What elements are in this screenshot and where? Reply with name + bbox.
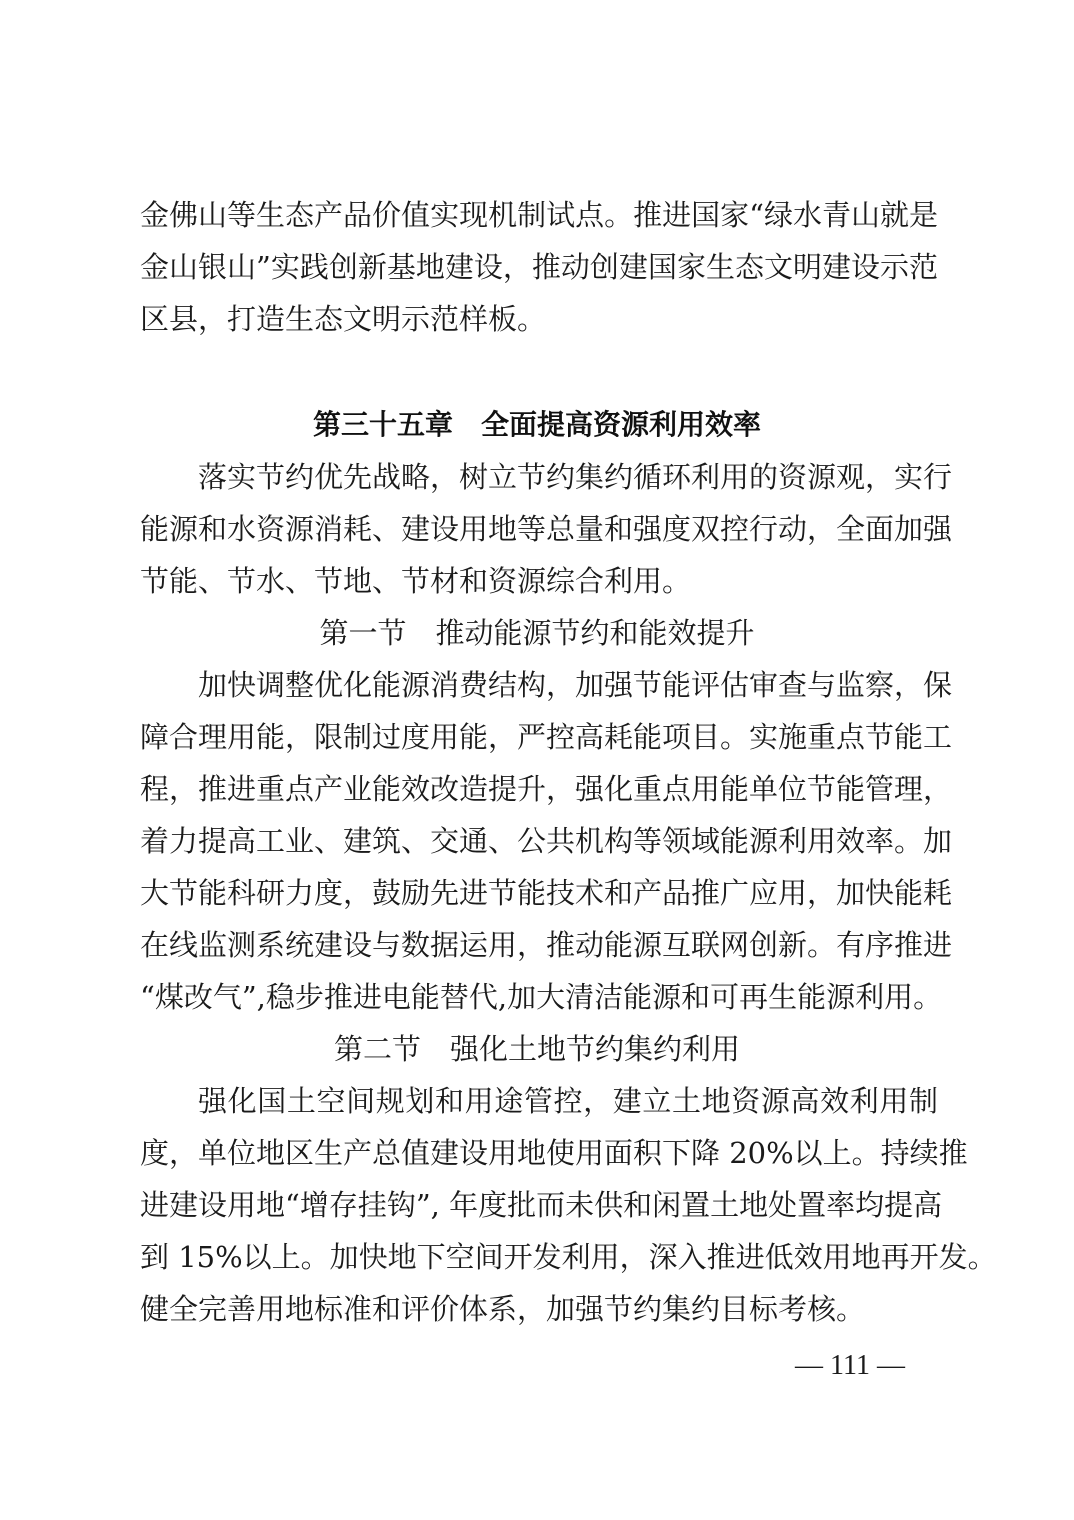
section-1-line-7: “煤改气”,稳步推进电能替代,加大清洁能源和可再生能源利用。 — [140, 980, 943, 1014]
section-1-line-3: 程，推进重点产业能效改造提升，强化重点用能单位节能管理， — [140, 772, 953, 806]
intro-line-3: 区县，打造生态文明示范样板。 — [140, 302, 547, 336]
section-2-line-5: 健全完善用地标准和评价体系，加强节约集约目标考核。 — [140, 1292, 866, 1326]
intro-line-2: 金山银山”实践创新基地建设，推动创建国家生态文明建设示范 — [140, 250, 938, 284]
chapter-para-line-1: 落实节约优先战略，树立节约集约循环利用的资源观，实行 — [198, 460, 953, 494]
section-1-line-4: 着力提高工业、建筑、交通、公共机构等领域能源利用效率。加 — [140, 824, 953, 858]
section-2-line-2: 度，单位地区生产总值建设用地使用面积下降 20%以上。持续推 — [140, 1136, 968, 1170]
chapter-para-line-2: 能源和水资源消耗、建设用地等总量和强度双控行动，全面加强 — [140, 512, 953, 546]
section-1-line-1: 加快调整优化能源消费结构，加强节能评估审查与监察，保 — [198, 668, 953, 702]
section-2-title: 第二节 强化土地节约集约利用 — [333, 1032, 740, 1066]
section-2-line-3: 进建设用地“增存挂钩”, 年度批而未供和闲置土地处置率均提高 — [140, 1188, 943, 1222]
section-1-title: 第一节 推动能源节约和能效提升 — [319, 616, 755, 650]
section-1-line-5: 大节能科研力度，鼓励先进节能技术和产品推广应用，加快能耗 — [140, 876, 953, 910]
page-number: — 111 — — [795, 1350, 905, 1381]
chapter-title: 第三十五章 全面提高资源利用效率 — [312, 408, 761, 441]
chapter-para-line-3: 节能、节水、节地、节材和资源综合利用。 — [140, 564, 692, 598]
intro-line-1: 金佛山等生态产品价值实现机制试点。推进国家“绿水青山就是 — [140, 198, 938, 232]
section-2-line-1: 强化国土空间规划和用途管控，建立土地资源高效利用制 — [198, 1084, 938, 1118]
section-1-line-6: 在线监测系统建设与数据运用，推动能源互联网创新。有序推进 — [140, 928, 953, 962]
section-1-line-2: 障合理用能，限制过度用能，严控高耗能项目。实施重点节能工 — [140, 720, 953, 754]
section-2-line-4: 到 15%以上。加快地下空间开发利用，深入推进低效用地再开发。 — [140, 1240, 997, 1274]
